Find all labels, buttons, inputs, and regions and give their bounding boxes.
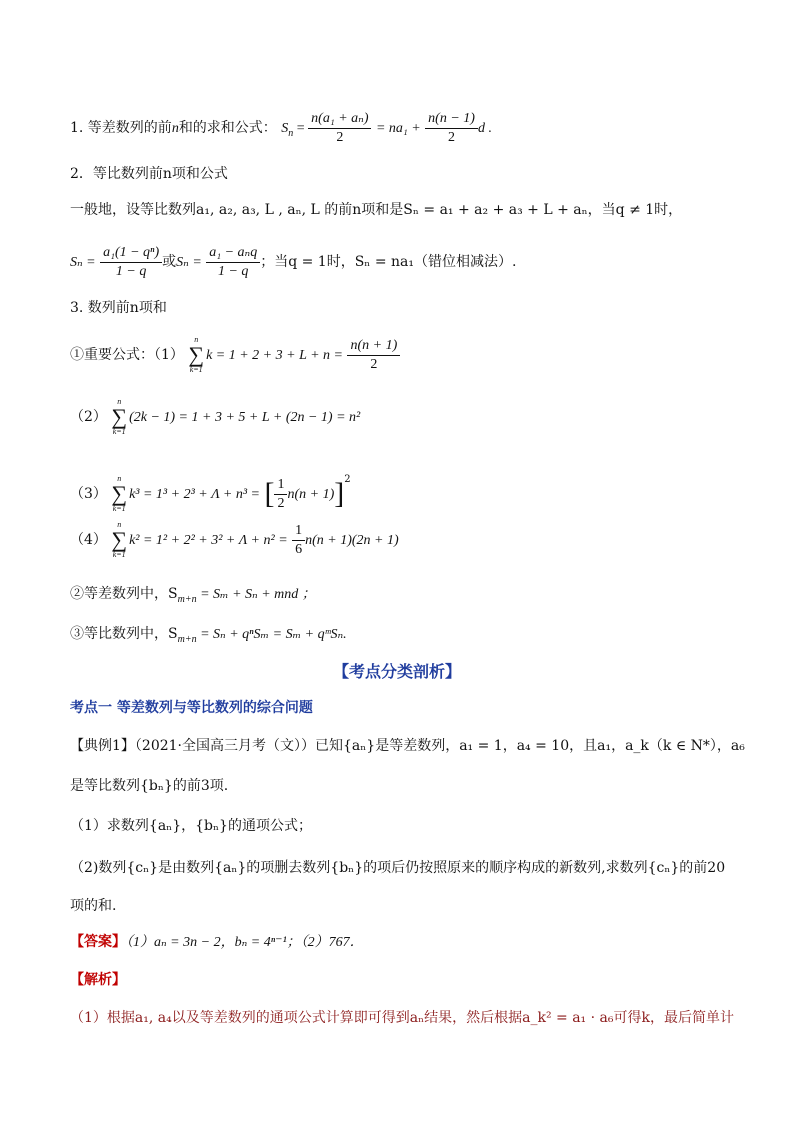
geo-sum-formula: Sₙ = $\frac{\text{a₁(1 − qⁿ)}}{1 - q}$ 或Sₙ = $\frac{\text{a₁ − aₙq}}{1 - q}$ ；当q = 1时，Sₙ = na₁（错位相减法）.	[70, 244, 517, 279]
answer-text: （1）aₙ = 3n − 2，bₙ = 4ⁿ⁻¹；（2）767．	[126, 935, 364, 950]
example-line-1: 【典例1】（2021·全国高三月考（文））已知{aₙ}是等差数列，a₁ = 1，a₄ = 10，且a₁，a_k（k ∈ N*），a₆	[70, 738, 745, 754]
example-line-2: 是等比数列{bₙ}的前3项.	[70, 778, 229, 794]
sigma-symbol: n ∑ k=1	[188, 335, 205, 374]
sigma-symbol: n ∑ k=1	[111, 520, 128, 559]
fraction: $\frac{1}{2}$	[274, 476, 287, 513]
analysis-text: （1）根据a₁, a₄以及等差数列的通项公式计算即可得到aₙ结果，然后根据a_k² = a₁ · a₆可得k，最后简单计	[70, 1010, 734, 1026]
section-title-geo-sum: 2．等比数列前n项和公式	[70, 166, 228, 182]
sigma-symbol: n ∑ k=1	[111, 474, 128, 513]
formula-arith-sum: 1. 等差数列的前n和的求和公式： $S_n$ = $\frac{\text{n(a₁ + aₙ)}}{2}$ = na₁ + $\frac{n(n - 1)}{2}$ d .	[70, 110, 492, 145]
fraction: $\frac{1}{6}$	[292, 522, 305, 559]
sigma-symbol: n ∑ k=1	[111, 397, 128, 436]
section-heading: 【考点分类剖析】	[332, 662, 461, 681]
geo-sum-intro: 一般地，设等比数列a₁, a₂, a₃, L , aₙ, L 的前n项和是Sₙ = a₁ + a₂ + a₃ + L + aₙ，当q ≠ 1时，	[70, 202, 683, 218]
section-title-series-sum: 3. 数列前n项和	[70, 300, 167, 316]
example-question-2b: 项的和.	[70, 898, 117, 914]
fraction: $\frac{\text{a₁ − aₙq}}{1 - q}$	[206, 244, 260, 281]
fraction: $\frac{\text{a₁(1 − qⁿ)}}{1 - q}$	[100, 244, 162, 281]
formula-label: 1. 等差数列的前	[70, 120, 172, 136]
fraction: $\frac{n(n + 1)}{2}$	[347, 337, 400, 374]
formula-item-6: ③等比数列中，$S_{m+n} = S_n + q^nS_m = S_m$ + qᵐSₙ.	[70, 626, 347, 645]
formula-item-3: （3） n ∑ k=1 k³ = 1³ + 2³ + Λ + n³ = [ $\frac{1}{2}$ n(n + 1)]$^2$	[70, 474, 351, 513]
example-question-2a: （2)数列{cₙ}是由数列{aₙ}的项删去数列{bₙ}的项后仍按照原来的顺序构成的新数列,求数列{cₙ}的前20	[70, 860, 726, 876]
fraction: $\frac{n(n - 1)}{2}$	[425, 110, 478, 147]
fraction: $\frac{\text{n(a₁ + aₙ)}}{2}$	[308, 110, 371, 147]
analysis-label: 【解析】	[70, 972, 126, 988]
answer-label: 【答案】	[70, 934, 126, 950]
formula-item-2: （2） n ∑ k=1 (2k − 1) = 1 + 3 + 5 + L + (2n − 1) = n²	[70, 397, 361, 436]
formula-item-4: （4） n ∑ k=1 k² = 1² + 2² + 3² + Λ + n² = $\frac{1}{6}$ n(n + 1)(2n + 1)	[70, 520, 399, 559]
answer-line	[70, 932, 364, 953]
formula-item-1: ①重要公式：（1） n ∑ k=1 k = 1 + 2 + 3 + L + n = $\frac{n(n + 1)}{2}$	[70, 334, 400, 376]
example-question-1: （1）求数列{aₙ}，{bₙ}的通项公式；	[70, 818, 312, 834]
kaodian-title: 考点一 等差数列与等比数列的综合问题	[70, 700, 313, 716]
formula-item-5: ②等差数列中，$S_{m+n} = S_m + S_n$ + mnd ；	[70, 586, 316, 605]
